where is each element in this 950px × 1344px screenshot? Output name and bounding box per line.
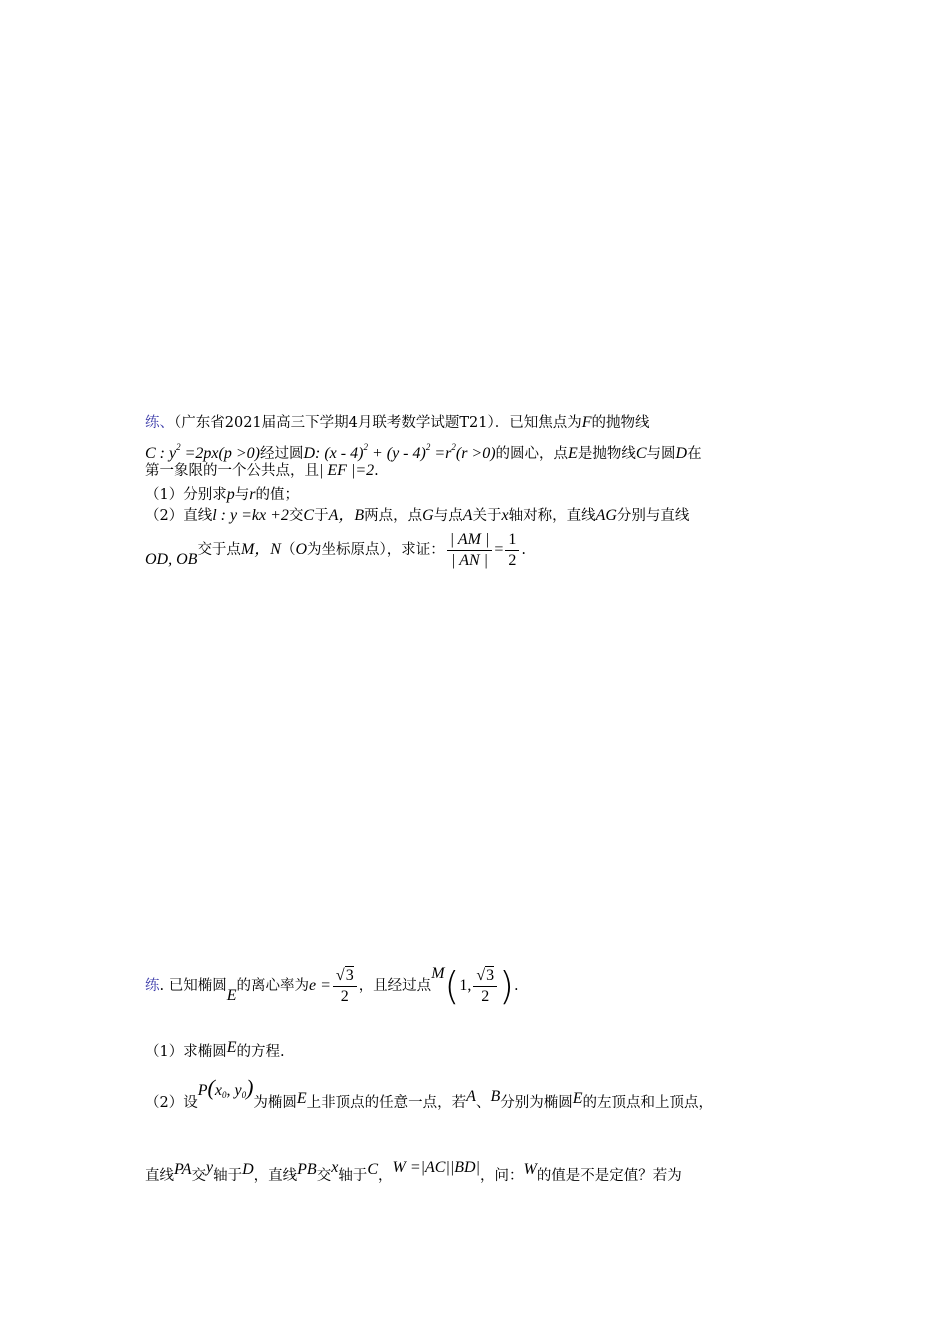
one-half-fraction: $\frac{1}{2}$ [505, 530, 519, 571]
parabola-equation: C : $y^2 =2px(p >0)$ [145, 442, 260, 462]
p1-part2-line-1: （2）直线l : y =kx +2交C于A，B两点，点G与点A关于x轴对称，直线AG分别与直线 [145, 507, 690, 524]
p1-line-3: 第一象限的一个公共点，且| EF |=2. [145, 462, 379, 479]
eccentricity-fraction: $\frac{√3}{2}$ [333, 966, 357, 1007]
am-an-fraction: $\frac{| AM |}{| AN |}$ [447, 530, 493, 571]
p2-part2-line-1: （2）设$P(x_0$, $y_0$)为椭圆E上非顶点的任意一点，若A、B分别为椭圆E的左顶点和上顶点， [145, 1075, 714, 1111]
p1-part2-line-2: OD, OB交于点M，N（O为坐标原点），求证： $\frac{| AM |}{| AN |}$ = $\frac{1}{2}$ . [145, 530, 527, 569]
p2-part2-line-2: 直线PA交y轴于D，直线PB交x轴于C，W =|AC||BD|，问：W的值是不是定值？若为 [145, 1159, 682, 1184]
circle-equation: D: $(x - 4)^2 + (y - 4)^2 =r^2(r >0)$ [303, 442, 496, 462]
p1-part1: （1）分别求p与r的值； [145, 486, 299, 503]
p2-part1: （1）求椭圆E的方程. [145, 1039, 285, 1060]
ef-condition: | EF |=2 [319, 462, 375, 479]
line-l-equation: l : y =kx +2 [212, 507, 289, 524]
point-m-fraction: $\frac{√3}{2}$ [473, 966, 497, 1007]
p2-label: 练 [145, 978, 160, 994]
p2-line-1: 练. 已知椭圆E的离心率为e = $\frac{√3}{2}$ ，且经过点M(1, $\frac{√3}{2}$ ). [145, 964, 519, 1008]
p1-label: 练、 [145, 415, 174, 431]
p1-line-1: 练、（广东省2021届高三下学期4月联考数学试题T21）．已知焦点为F的抛物线 [145, 414, 650, 431]
point-p: $P(x_0$, $y_0$) [197, 1075, 254, 1100]
w-expression: W =|AC||BD| [392, 1159, 480, 1176]
p1-line-2: C : $y^2 =2px(p >0)$经过圆D: $(x - 4)^2 + (y - 4)^2 =r^2(r >0)$的圆心，点E是抛物线C与圆D在 [145, 442, 702, 462]
